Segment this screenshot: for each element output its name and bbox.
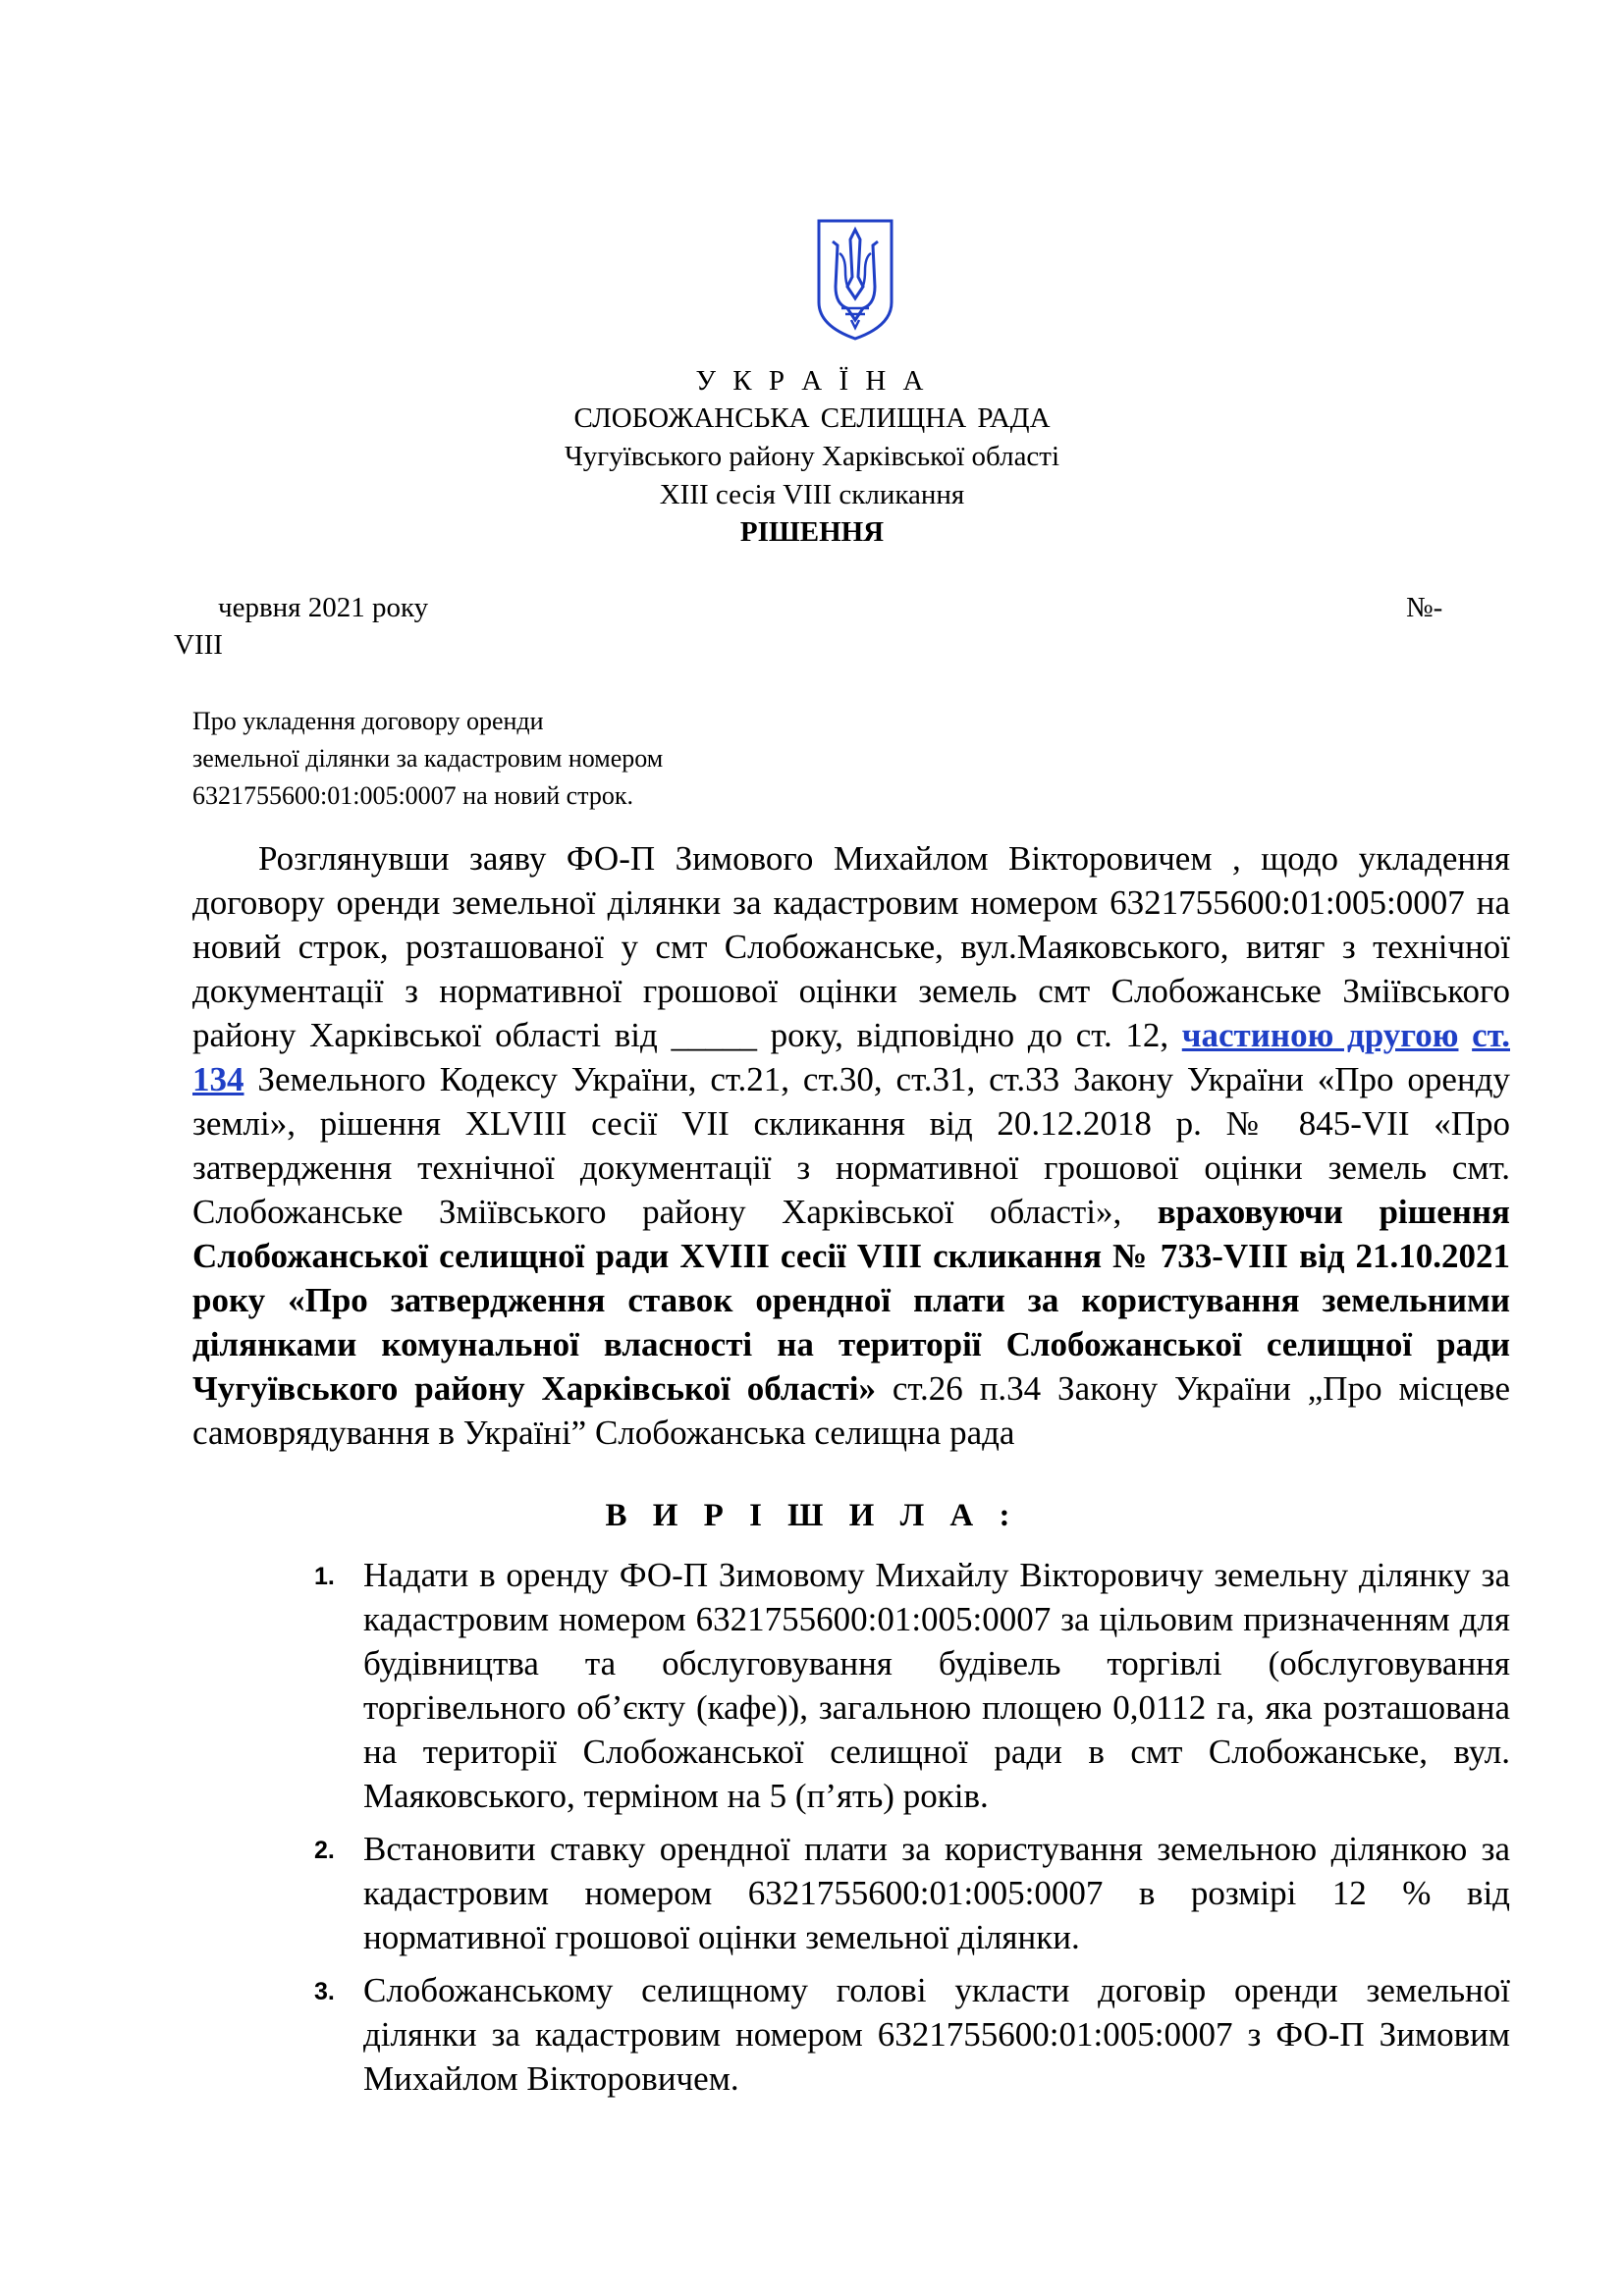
decision-item [314, 1968, 1510, 2101]
item-text: Слобожанському селищному голові укласти договір оренди земельної ділянки за кадастровим номером 6321755600:01:005:0007 з ФО-П Зимовим Михайлом Вікторовичем. [363, 1971, 1510, 2098]
subject-line: 6321755600:01:005:0007 на новий строк. [192, 781, 633, 810]
preamble-text: Розглянувши заяву ФО-П Зимового Михайлом Вікторовичем , щодо укладення договору оренди земельної ділянки за кадастровим номером 6321755600:01:005:0007 на новий строк, розташованої у смт Слобожанське, вул.Маяковського, витяг з технічної документації з нормативної грошової оцінки земель смт Слобожанське Зміївського району Харківської області від _____ року, відповідно до ст. 12, [192, 839, 1510, 1054]
preamble-paragraph [192, 836, 1510, 1455]
decision-number: №- [1406, 592, 1443, 623]
decided-heading: В И Р І Ш И Л А : [605, 1498, 1019, 1533]
law-link-part-two[interactable]: частиною другою [1181, 1016, 1459, 1054]
country-heading: У К Р А Ї Н А [695, 365, 929, 397]
decision-items [314, 1553, 1510, 2109]
subject-line: земельної ділянки за кадастровим номером [192, 744, 664, 773]
item-number: 3. [314, 1978, 335, 2005]
decision-item [314, 1827, 1510, 1959]
decision-number-suffix: VIII [174, 629, 223, 661]
preamble-text: ст.26 п.34 Закону України „Про місцеве самоврядування в Україні” Слобожанська селищна рада [192, 1369, 1510, 1452]
subject-line: Про укладення договору оренди [192, 707, 544, 735]
item-text: Встановити ставку орендної плати за користування земельною ділянкою за кадастровим номером 6321755600:01:005:0007 в розмірі 12 % від нормативної грошової оцінки земельної ділянки. [363, 1830, 1510, 1956]
council-heading: СЛОБОЖАНСЬКА СЕЛИЩНА РАДА [573, 402, 1051, 434]
district-heading: Чугуївського району Харківської області [564, 441, 1060, 472]
coat-of-arms-icon [816, 218, 894, 342]
decision-subject [192, 703, 880, 815]
item-text: Надати в оренду ФО-П Зимовому Михайлу Вікторовичу земельну ділянку за кадастровим номером 6321755600:01:005:0007 за цільовим призначенням для будівництва та обслуговування будівель торгівлі (обслуговування торгівельного об’єкту (кафе)), загальною площею 0,0112 га, яка розташована на території Слобожанської селищної ради в смт Слобожанське, вул. Маяковського, терміном на 5 (п’ять) років. [363, 1556, 1510, 1815]
preamble-bold-text: враховуючи рішення Слобожанської селищної ради XVIII сесії VIII скликання № 733-VIII від 21.10.2021 року «Про затвердження ставок орендної плати за користування земельними ділянками комунальної власності на території Слобожанської селищної ради Чугуївського району Харківської області» [192, 1193, 1510, 1408]
item-number: 2. [314, 1837, 335, 1864]
item-number: 1. [314, 1563, 335, 1590]
law-link-article-134[interactable]: ст. 134 [192, 1016, 1510, 1098]
document-title: РІШЕННЯ [739, 516, 885, 548]
preamble-text: Земельного Кодексу України, ст.21, ст.30, ст.31, ст.33 Закону України «Про оренду землі», рішення XLVIII сесії VII скликання від 20.12.2018 р. № 845-VII «Про затвердження технічної документації з нормативної грошової оцінки земель смт. Слобожанське Зміївського району Харківської області», [192, 1060, 1510, 1231]
decision-item [314, 1553, 1510, 1818]
decision-date: червня 2021 року [218, 592, 429, 623]
session-heading: XIII сесія VIII скликання [659, 479, 965, 510]
